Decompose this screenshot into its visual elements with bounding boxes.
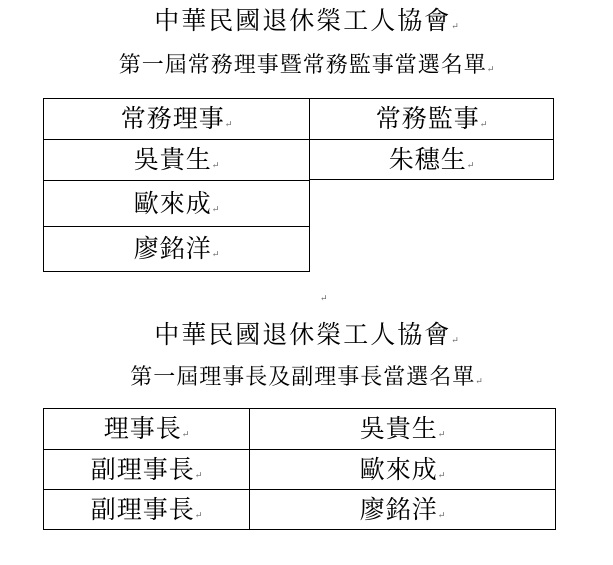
section2-title: 中華民國退休榮工人協會↵ bbox=[154, 320, 459, 349]
name-cell: 吳貴生↵ bbox=[249, 408, 556, 450]
header-executive-directors: 常務理事↵ bbox=[43, 98, 310, 140]
role-cell: 副理事長↵ bbox=[43, 489, 250, 530]
name-cell: 歐來成↵ bbox=[249, 449, 556, 490]
table-row: 廖銘洋↵ bbox=[43, 226, 310, 272]
table-row: 朱穗生↵ bbox=[309, 139, 554, 180]
role-cell: 理事長↵ bbox=[43, 408, 250, 450]
section1-title: 中華民國退休榮工人協會↵ bbox=[154, 6, 459, 35]
header-executive-supervisors: 常務監事↵ bbox=[309, 98, 554, 140]
table-row: 歐來成↵ bbox=[43, 180, 310, 227]
table-row: 吳貴生↵ bbox=[43, 139, 310, 181]
name-cell: 廖銘洋↵ bbox=[249, 489, 556, 530]
role-cell: 副理事長↵ bbox=[43, 449, 250, 490]
paragraph-mark: ↵ bbox=[320, 294, 328, 304]
section2-subtitle: 第一屆理事長及副理事長當選名單↵ bbox=[130, 365, 483, 390]
section1-subtitle: 第一屆常務理事暨常務監事當選名單↵ bbox=[118, 53, 495, 78]
